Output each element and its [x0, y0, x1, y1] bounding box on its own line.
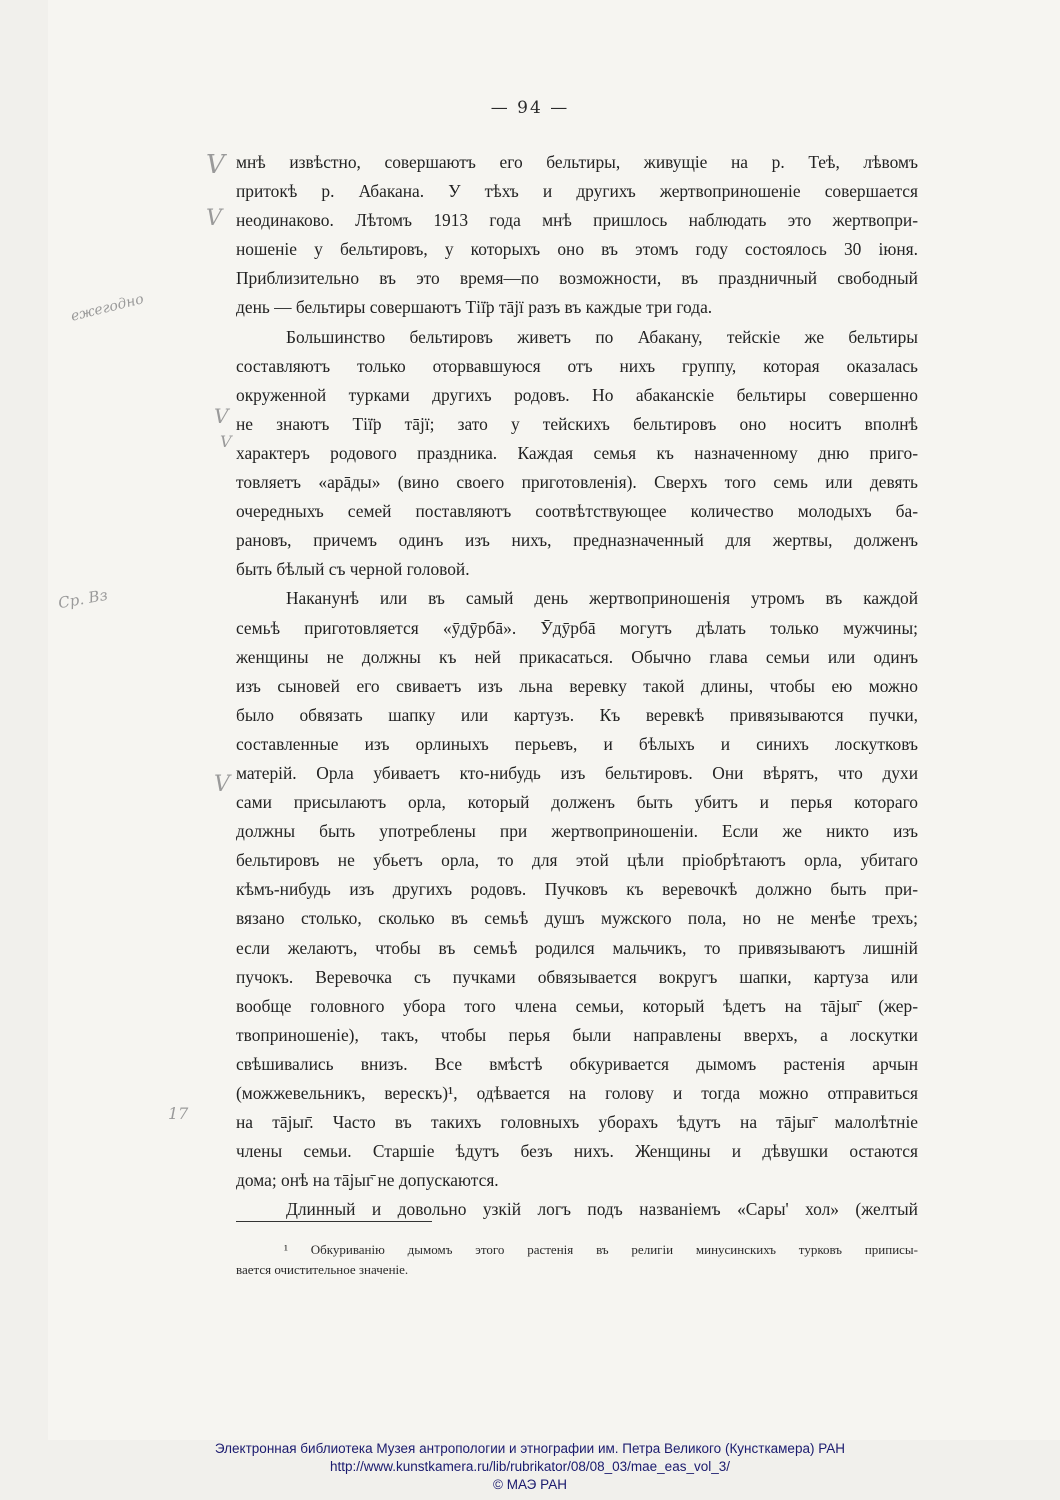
margin-check-mark: V	[214, 404, 229, 428]
text-line: изъ сыновей его свиваетъ изъ льна веревку такой длины, чтобы ею можно	[236, 675, 918, 696]
text-line: составленные изъ орлиныхъ перьевъ, и бѣлыхъ и синихъ лоскутковъ	[236, 733, 918, 754]
footer-copyright: © МАЭ РАН	[493, 1477, 567, 1492]
text-line: Большинство бельтировъ живетъ по Абакану, тейскіе же бельтиры	[286, 326, 918, 347]
library-footer	[0, 1440, 1060, 1494]
text-line: пучокъ. Веревочка съ пучками обвязывается вокругъ шапки, картуза или	[236, 966, 918, 987]
margin-check-mark: V	[214, 772, 230, 797]
main-text	[236, 148, 918, 1224]
footnote-line: ¹ Обкуриванію дымомъ этого растенія въ религіи минусинскихъ турковъ приписы-	[284, 1242, 918, 1257]
text-line: притокѣ р. Абакана. У тѣхъ и другихъ жертвоприношеніе совершается	[236, 181, 918, 202]
text-line: характеръ родового праздника. Каждая семья къ назначенному дню приго-	[236, 442, 918, 463]
text-line: день — бельтиры совершаютъ Тії̈р тājï разъ въ каждые три года.	[236, 297, 713, 318]
text-line: ношеніе у бельтировъ, у которыхъ оно въ этомъ году состоялось 30 іюня.	[236, 239, 918, 260]
margin-handwritten-note: Ср. Вз	[56, 585, 110, 613]
margin-handwritten-note: ежегодно	[69, 291, 146, 325]
text-line: было обвязать шапку или картузъ. Къ веревкѣ привязываются пучки,	[236, 704, 918, 725]
text-line: матерій. Орла убиваетъ кто-нибудь изъ бельтировъ. Они вѣрятъ, что духи	[236, 762, 918, 783]
text-line: товляетъ «арāды» (вино своего приготовленія). Сверхъ того семь или девять	[236, 472, 918, 493]
text-line: на тājыг̄. Часто въ такихъ головныхъ уборахъ ѣдутъ на тājыг̄ малолѣтніе	[236, 1112, 918, 1133]
text-line: женщины не должны къ ней прикасаться. Обычно глава семьи или одинъ	[236, 646, 918, 667]
text-line: если желаютъ, чтобы въ семьѣ родился мальчикъ, то привязываютъ лишній	[236, 937, 918, 958]
text-line: неодинаково. Лѣтомъ 1913 года мнѣ пришлось наблюдать это жертвопри-	[236, 210, 918, 231]
footnote-divider	[236, 1221, 432, 1222]
text-line: дома; онѣ на тājыг̄ не допускаются.	[236, 1170, 499, 1191]
text-line: быть бѣлый съ черной головой.	[236, 559, 470, 580]
footnote	[236, 1240, 918, 1280]
text-line: мнѣ извѣстно, совершаютъ его бельтиры, живущіе на р. Теѣ, лѣвомъ	[236, 152, 918, 172]
text-line: семьѣ приготовляется «ӯдӯрбā». Ӯдӯрбā могутъ дѣлать только мужчины;	[236, 617, 918, 638]
margin-handwritten-note: 17	[168, 1104, 189, 1123]
text-line: (можжевельникъ, верескъ)¹, одѣвается на голову и тогда можно отправиться	[236, 1083, 918, 1103]
margin-check-mark: V	[206, 206, 222, 231]
text-line: кѣмъ-нибудь изъ другихъ родовъ. Пучковъ къ веревочкѣ должно быть при-	[236, 879, 918, 900]
text-line: Длинный и довольно узкій логъ подъ названіемъ «Сары' хол» (желтый	[286, 1199, 918, 1220]
footer-library-name: Электронная библиотека Музея антропологии и этнографии им. Петра Великого (Кунсткамера) РАН	[214, 1441, 846, 1456]
margin-check-mark: V	[220, 432, 232, 451]
text-line: должны быть употреблены при жертвоприношеніи. Если же никто изъ	[236, 821, 918, 842]
margin-check-mark: V	[206, 150, 225, 180]
text-line: бельтировъ не убьетъ орла, то для этой цѣли пріобрѣтаютъ орла, убитаго	[236, 850, 918, 871]
text-line: Приблизительно въ это время—по возможности, въ праздничный свободный	[236, 268, 918, 289]
text-line: свѣшивались внизъ. Все вмѣстѣ обкуривается дымомъ растенія арчын	[236, 1053, 918, 1074]
text-line: составляютъ только оторвавшуюся отъ нихъ группу, которая оказалась	[236, 355, 918, 376]
text-line: рановъ, причемъ одинъ изъ нихъ, предназначенный для жертвы, долженъ	[236, 530, 918, 551]
text-line: вообще головного убора того члена семьи, который ѣдетъ на тājыг̄ (жер-	[236, 995, 918, 1016]
text-line: окруженной турками другихъ родовъ. Но абаканскіе бельтиры совершенно	[236, 384, 918, 405]
page-number: — 94 —	[490, 98, 570, 118]
text-line: члены семьи. Старшіе ѣдутъ безъ нихъ. Женщины и дѣвушки остаются	[236, 1141, 918, 1162]
text-line: не знаютъ Тії̈р тājï; зато у тейскихъ бельтировъ оно носитъ вполнѣ	[236, 413, 918, 434]
text-line: вязано столько, сколько въ семьѣ душъ мужского пола, но не менѣе трехъ;	[236, 908, 918, 929]
text-line: очередныхъ семей поставляютъ соотвѣтствующее количество молодыхъ ба-	[236, 501, 918, 522]
footer-url-link[interactable]: http://www.kunstkamera.ru/lib/rubrikator/08/08_03/mae_eas_vol_3/	[330, 1459, 730, 1474]
text-line: сами присылаютъ орла, который долженъ быть убитъ и перья котораго	[236, 792, 918, 813]
text-line: Наканунѣ или въ самый день жертвоприношенія утромъ въ каждой	[286, 588, 918, 609]
footnote-line: вается очистительное значеніе.	[236, 1262, 409, 1277]
text-line: твоприношеніе), такъ, чтобы перья были направлены вверхъ, а лоскутки	[236, 1024, 918, 1045]
